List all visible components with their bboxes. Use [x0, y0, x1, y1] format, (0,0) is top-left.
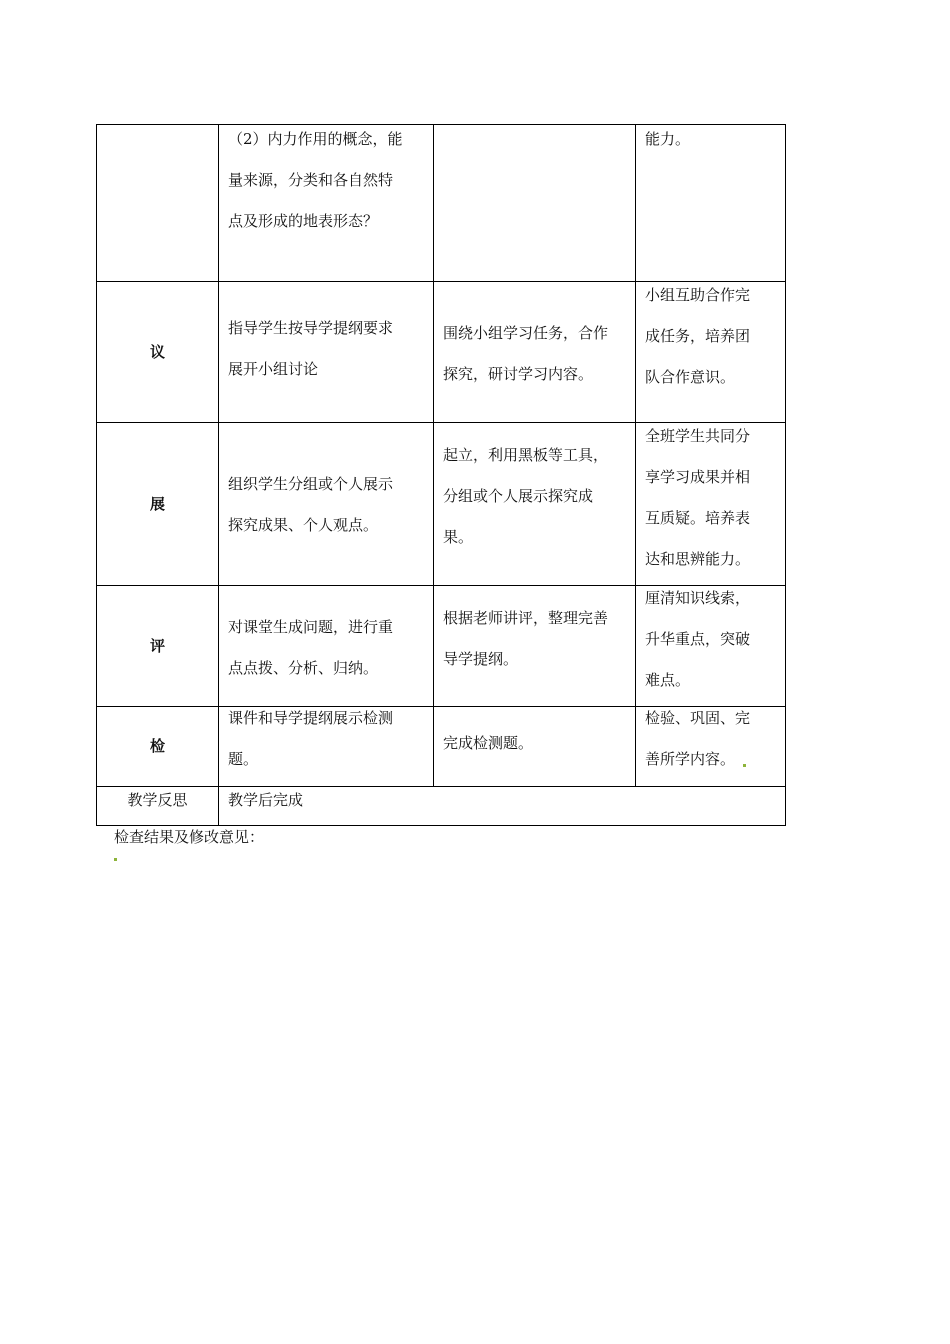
table-row	[97, 282, 786, 423]
table-row	[97, 707, 786, 787]
purpose-cell	[636, 125, 786, 282]
purpose-line: 享学习成果并相	[645, 468, 751, 486]
student-activity-cell	[434, 707, 636, 787]
table-row	[97, 125, 786, 282]
lesson-plan-table	[96, 124, 786, 826]
student-activity-cell	[434, 125, 636, 282]
table-row	[97, 423, 786, 586]
purpose-line: 小组互助合作完	[645, 286, 751, 304]
purpose-line: 厘清知识线索，	[645, 589, 751, 607]
student-line: 完成检测题。	[443, 734, 534, 752]
student-line: 根据老师讲评，整理完善	[443, 609, 609, 627]
teacher-line: 对课堂生成问题，进行重	[228, 618, 394, 636]
teacher-line: 组织学生分组或个人展示	[228, 475, 394, 493]
teacher-line: 点点拨、分析、归纳。	[228, 659, 379, 677]
teacher-line: 指导学生按导学提纲要求	[228, 319, 394, 337]
teacher-line: 展开小组讨论	[228, 360, 319, 378]
teacher-activity-cell	[219, 125, 434, 282]
purpose-line: 成任务，培养团	[645, 327, 751, 345]
stage-cell	[97, 125, 219, 282]
table-row	[97, 787, 786, 826]
teacher-line: 课件和导学提纲展示检测	[228, 709, 394, 727]
student-activity-cell	[434, 586, 636, 707]
stage-cell: 检	[97, 707, 219, 787]
purpose-line: 队合作意识。	[645, 368, 736, 386]
teacher-line: 量来源，分类和各自然特	[228, 171, 394, 189]
teacher-line: （2）内力作用的概念，能	[228, 130, 403, 148]
teacher-activity-cell	[219, 423, 434, 586]
teacher-activity-cell	[219, 586, 434, 707]
teacher-activity-cell	[219, 282, 434, 423]
marker-dot	[743, 764, 746, 767]
teacher-activity-cell	[219, 707, 434, 787]
purpose-cell	[636, 707, 786, 787]
student-activity-cell	[434, 423, 636, 586]
footer-note: 检查结果及修改意见：	[114, 828, 265, 846]
teacher-line: 点及形成的地表形态？	[228, 212, 379, 230]
purpose-line: 互质疑。培养表	[645, 509, 751, 527]
student-line: 围绕小组学习任务，合作	[443, 324, 609, 342]
stage-cell: 议	[97, 282, 219, 423]
reflection-value: 教学后完成	[228, 791, 304, 809]
student-line: 起立，利用黑板等工具，	[443, 446, 609, 464]
purpose-line: 难点。	[645, 671, 691, 689]
reflection-value-cell	[219, 787, 786, 826]
purpose-line: 达和思辨能力。	[645, 550, 751, 568]
student-line: 果。	[443, 528, 474, 546]
student-line: 探究，研讨学习内容。	[443, 365, 594, 383]
student-line: 导学提纲。	[443, 650, 519, 668]
purpose-line: 全班学生共同分	[645, 427, 751, 445]
purpose-line: 善所学内容。	[645, 750, 736, 768]
student-line: 分组或个人展示探究成	[443, 487, 594, 505]
purpose-line: 升华重点，突破	[645, 630, 751, 648]
teacher-line: 探究成果、个人观点。	[228, 516, 379, 534]
marker-dot	[114, 858, 117, 861]
purpose-line: 检验、巩固、完	[645, 709, 751, 727]
teacher-line: 题。	[228, 750, 259, 768]
purpose-line: 能力。	[645, 130, 691, 148]
stage-cell: 展	[97, 423, 219, 586]
purpose-cell	[636, 282, 786, 423]
table-row	[97, 586, 786, 707]
student-activity-cell	[434, 282, 636, 423]
purpose-cell	[636, 423, 786, 586]
purpose-cell	[636, 586, 786, 707]
reflection-label: 教学反思	[97, 787, 219, 826]
stage-cell: 评	[97, 586, 219, 707]
